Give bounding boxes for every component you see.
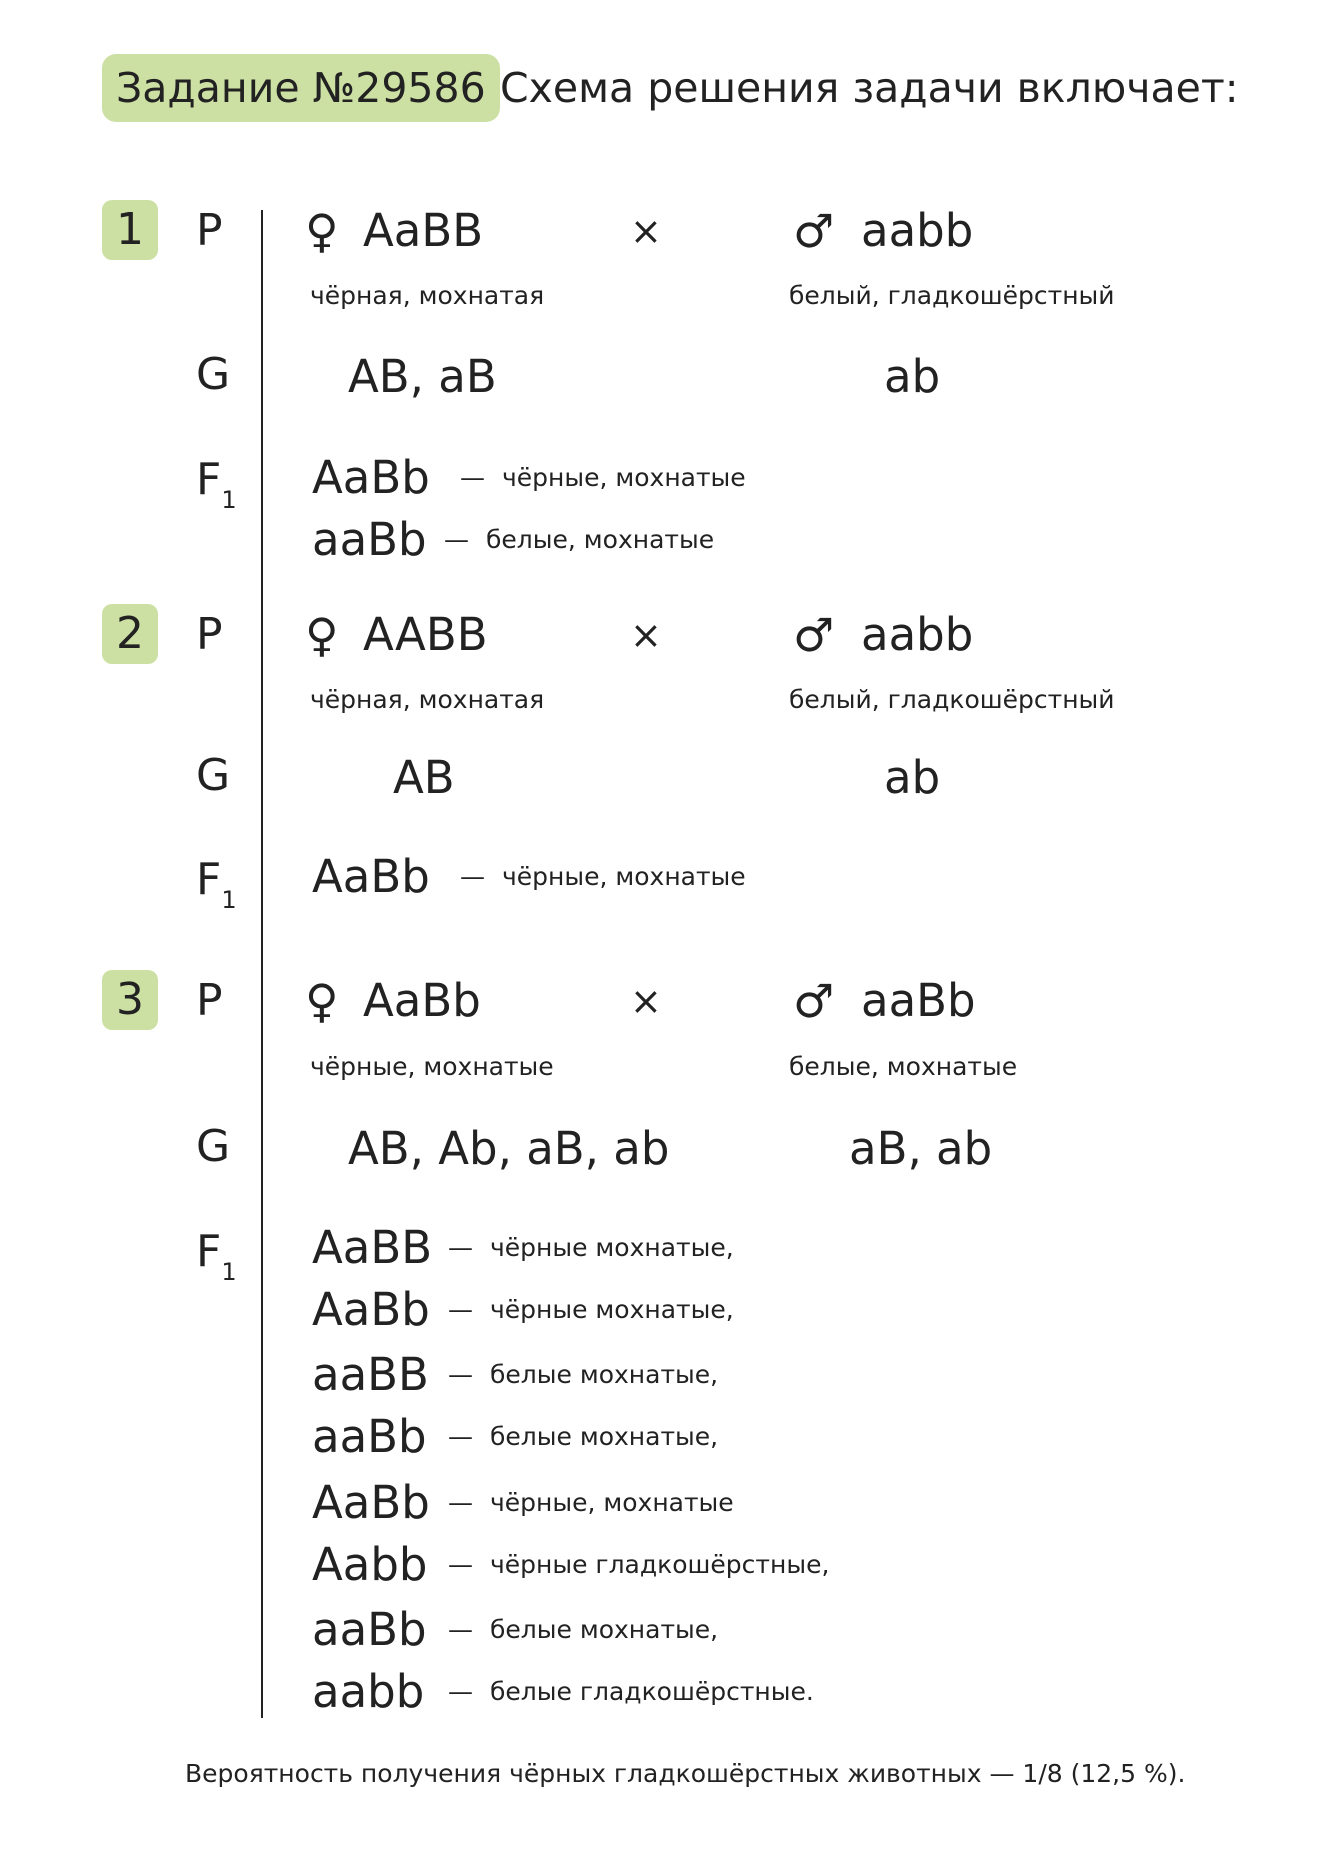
scheme-number-badge: 1 (102, 200, 158, 260)
divider-line (261, 210, 263, 1718)
cross-symbol: × (630, 613, 662, 657)
offspring-phenotype: чёрные мохнатые, (490, 1233, 734, 1262)
offspring-dash: — (448, 1422, 473, 1451)
male-gametes: ab (884, 350, 941, 403)
female-genotype: AABB (363, 608, 488, 661)
page-title: Схема решения задачи включает: (500, 64, 1239, 112)
offspring-label: $F_1$ (196, 1226, 237, 1286)
female-gametes: AB, Ab, aB, ab (348, 1122, 670, 1175)
male-phenotype: белый, гладкошёрстный (789, 685, 1115, 714)
male-icon: ♂ (793, 608, 835, 662)
offspring-genotype: aaBb (312, 513, 427, 566)
offspring-phenotype: белые мохнатые, (490, 1422, 719, 1451)
female-gametes: AB, aB (348, 350, 497, 403)
offspring-genotype: AaBb (312, 1283, 430, 1336)
offspring-dash: — (448, 1488, 473, 1517)
offspring-dash: — (448, 1615, 473, 1644)
male-gametes: aB, ab (849, 1122, 993, 1175)
offspring-label: $F_1$ (196, 454, 237, 514)
male-gametes: ab (884, 751, 941, 804)
gametes-label: G (196, 750, 231, 801)
female-phenotype: чёрная, мохнатая (310, 685, 545, 714)
offspring-dash: — (448, 1295, 473, 1324)
female-genotype: AaBb (363, 974, 481, 1027)
male-genotype: aabb (861, 204, 974, 257)
female-gametes: AB (393, 751, 455, 804)
task-number-badge: Задание №29586 (102, 54, 500, 122)
male-phenotype: белые, мохнатые (789, 1052, 1018, 1081)
male-icon: ♂ (793, 204, 835, 258)
offspring-phenotype: белые, мохнатые (486, 525, 715, 554)
gametes-label: G (196, 1121, 231, 1172)
offspring-genotype: aaBb (312, 1410, 427, 1463)
parents-label: P (196, 609, 223, 660)
offspring-phenotype: белые гладкошёрстные. (490, 1677, 814, 1706)
offspring-genotype: AaBb (312, 451, 430, 504)
offspring-genotype: aaBb (312, 1603, 427, 1656)
offspring-genotype: AaBB (312, 1221, 433, 1274)
offspring-genotype: AaBb (312, 1476, 430, 1529)
probability-conclusion: Вероятность получения чёрных гладкошёрстных животных — 1/8 (12,5 %). (185, 1759, 1186, 1788)
offspring-phenotype: чёрные мохнатые, (490, 1295, 734, 1324)
female-icon: ♀ (305, 974, 339, 1028)
female-genotype: AaBB (363, 204, 484, 257)
male-genotype: aaBb (861, 974, 976, 1027)
offspring-phenotype: чёрные, мохнатые (502, 463, 746, 492)
cross-symbol: × (630, 209, 662, 253)
offspring-dash: — (448, 1550, 473, 1579)
scheme-number-badge: 3 (102, 970, 158, 1030)
offspring-dash: — (448, 1677, 473, 1706)
offspring-genotype: aabb (312, 1665, 425, 1718)
male-genotype: aabb (861, 608, 974, 661)
male-phenotype: белый, гладкошёрстный (789, 281, 1115, 310)
scheme-number-badge: 2 (102, 604, 158, 664)
offspring-phenotype: чёрные гладкошёрстные, (490, 1550, 830, 1579)
parents-label: P (196, 975, 223, 1026)
offspring-phenotype: чёрные, мохнатые (502, 862, 746, 891)
offspring-dash: — (448, 1360, 473, 1389)
offspring-dash: — (444, 525, 469, 554)
male-icon: ♂ (793, 974, 835, 1028)
offspring-dash: — (460, 862, 485, 891)
offspring-dash: — (460, 463, 485, 492)
cross-symbol: × (630, 979, 662, 1023)
offspring-phenotype: белые мохнатые, (490, 1615, 719, 1644)
parents-label: P (196, 205, 223, 256)
gametes-label: G (196, 349, 231, 400)
offspring-genotype: aaBB (312, 1348, 429, 1401)
offspring-phenotype: белые мохнатые, (490, 1360, 719, 1389)
offspring-phenotype: чёрные, мохнатые (490, 1488, 734, 1517)
offspring-genotype: AaBb (312, 850, 430, 903)
female-icon: ♀ (305, 608, 339, 662)
female-phenotype: чёрные, мохнатые (310, 1052, 554, 1081)
female-phenotype: чёрная, мохнатая (310, 281, 545, 310)
offspring-label: $F_1$ (196, 854, 237, 914)
female-icon: ♀ (305, 204, 339, 258)
offspring-genotype: Aabb (312, 1538, 428, 1591)
offspring-dash: — (448, 1233, 473, 1262)
